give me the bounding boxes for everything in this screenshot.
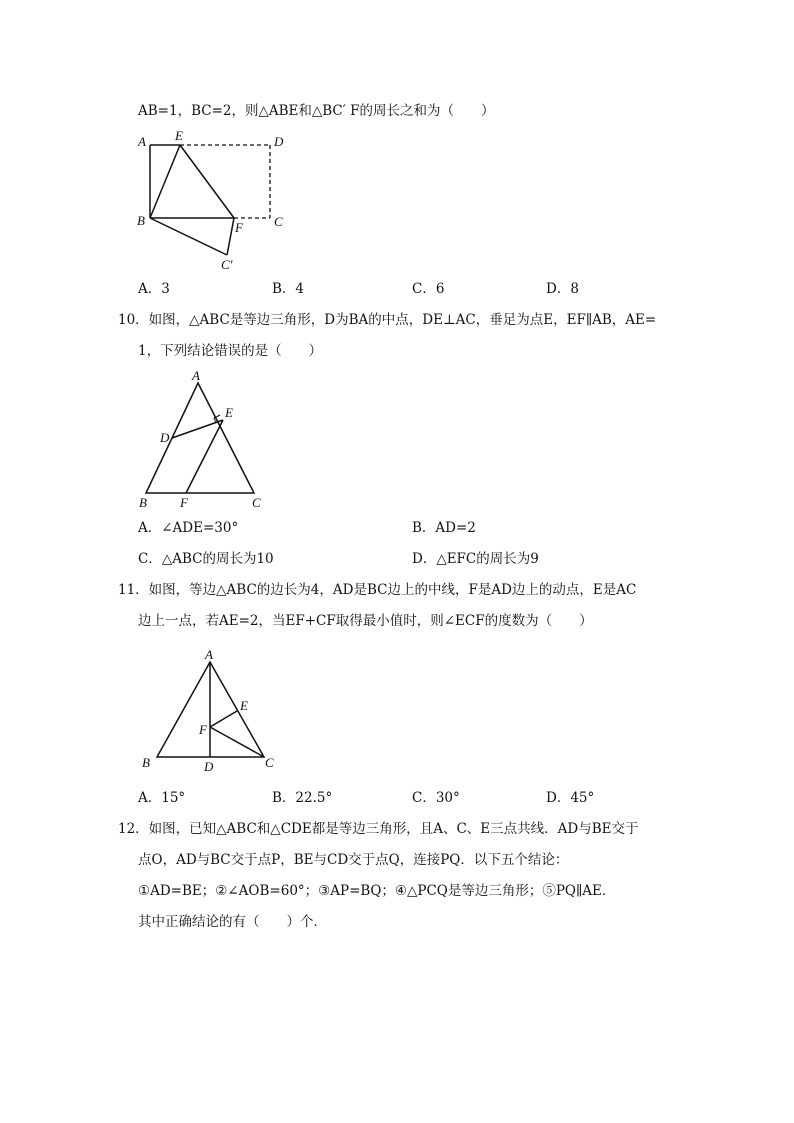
- q10-figure: [132, 366, 272, 511]
- q12-stem-line2: 点O，AD与BC交于点P，BE与CD交于点Q，连接PQ．以下五个结论：: [138, 852, 569, 868]
- q9-label-d: D: [274, 134, 284, 149]
- q9-figure: [130, 128, 300, 273]
- q11-option-b: B．22.5°: [272, 790, 333, 806]
- q11-label-b: B: [142, 755, 150, 770]
- q9-option-a: A．3: [138, 281, 170, 297]
- q9-option-c: C．6: [412, 281, 445, 297]
- q9-stem: AB=1，BC=2，则△ABE和△BC′ F的周长之和为（ ）: [138, 103, 495, 119]
- q11-label-d: D: [204, 759, 214, 774]
- q9-seg-fcp: [227, 218, 234, 255]
- q11-option-c: C．30°: [412, 790, 460, 806]
- q10-option-c: C．△ABC的周长为10: [138, 551, 274, 567]
- q10-stem-line2: 1，下列结论错误的是（ ）: [138, 343, 323, 359]
- q9-seg-bcp: [150, 218, 227, 255]
- q12-stem-line4: 其中正确结论的有（ ）个．: [138, 914, 327, 930]
- q9-option-d: D．8: [546, 281, 579, 297]
- q9-label-e: E: [175, 128, 183, 143]
- q9-seg-ef: [180, 145, 234, 218]
- q11-option-a: A．15°: [138, 790, 186, 806]
- q11-seg-fe: [210, 711, 237, 727]
- q11-stem-line1: 11．如图，等边△ABC的边长为4，AD是BC边上的中线，F是AD边上的动点，E是AC: [118, 582, 637, 598]
- q9-label-cprime: C′: [221, 257, 233, 272]
- q9-label-c: C: [274, 214, 283, 229]
- q11-label-a: A: [205, 647, 213, 662]
- q10-label-b: B: [139, 495, 147, 510]
- q10-label-c: C: [252, 495, 261, 510]
- q10-label-f: F: [180, 495, 188, 510]
- q11-label-c: C: [265, 755, 274, 770]
- q11-label-e: E: [240, 698, 248, 713]
- q9-label-a: A: [138, 134, 146, 149]
- q10-option-b: B．AD=2: [412, 520, 476, 536]
- q11-figure: [135, 645, 285, 775]
- q12-stem-line1: 12．如图，已知△ABC和△CDE都是等边三角形，且A、C、E三点共线．AD与BE交于: [118, 821, 639, 837]
- q11-stem-line2: 边上一点，若AE=2，当EF+CF取得最小值时，则∠ECF的度数为（ ）: [138, 613, 593, 629]
- q9-seg-be: [150, 145, 180, 218]
- q10-option-d: D．△EFC的周长为9: [412, 551, 539, 567]
- q10-label-e: E: [225, 405, 233, 420]
- q10-label-d: D: [160, 430, 170, 445]
- q9-label-f: F: [235, 220, 243, 235]
- q10-option-a: A．∠ADE=30°: [138, 520, 239, 536]
- q11-label-f: F: [199, 722, 207, 737]
- q9-option-b: B．4: [272, 281, 305, 297]
- q10-label-a: A: [192, 368, 200, 383]
- q12-stem-line3: ①AD=BE；②∠AOB=60°；③AP=BQ；④△PCQ是等边三角形；⑤PQ∥AE．: [138, 883, 616, 899]
- q11-option-d: D．45°: [546, 790, 595, 806]
- q9-label-b: B: [137, 213, 145, 228]
- q10-stem-line1: 10．如图，△ABC是等边三角形，D为BA的中点，DE⊥AC，垂足为点E，EF∥AB，AE=: [118, 312, 657, 328]
